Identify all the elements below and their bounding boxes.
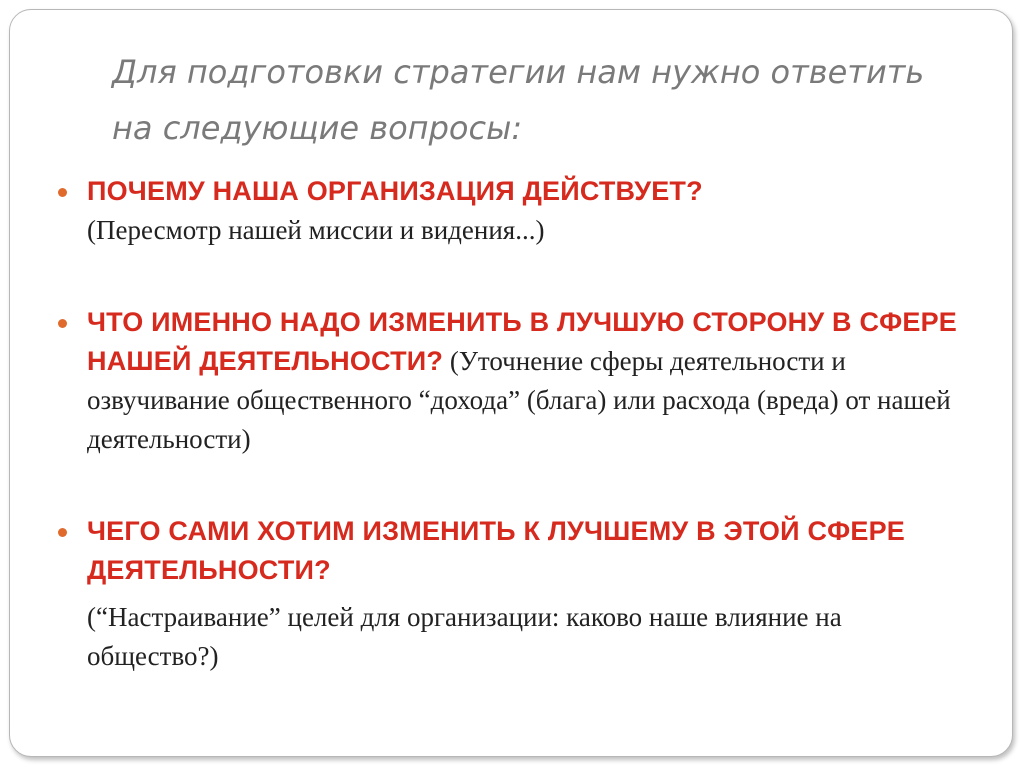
detail-1: (Пересмотр нашей миссии и видения...): [87, 215, 545, 245]
question-2: ЧТО ИМЕННО НАДО ИЗМЕНИТЬ В ЛУЧШУЮ СТОРОНУ В СФЕРЕ НАШЕЙ ДЕЯТЕЛЬНОСТИ?: [87, 307, 958, 376]
slide-title: Для подготовки стратегии нам нужно ответить на следующие вопросы:: [112, 53, 925, 147]
question-3: ЧЕГО САМИ ХОТИМ ИЗМЕНИТЬ К ЛУЧШЕМУ В ЭТОЙ СФЕРЕ ДЕЯТЕЛЬНОСТИ?: [87, 516, 906, 585]
bullet-dot-icon: [58, 319, 67, 328]
detail-3: (“Настраивание” целей для организации: каково наше влияние на общество?): [87, 602, 842, 671]
bullet-list: [58, 172, 978, 676]
bullet-item-2: [58, 303, 978, 459]
detail-2: (Уточнение сферы деятельности и озвучивание общественного “дохода” (блага) или расхода (вреда) от нашей деятельности): [87, 346, 951, 454]
bullet-dot-icon: [58, 188, 67, 197]
bullet-item-1: [58, 172, 978, 250]
question-1: ПОЧЕМУ НАША ОРГАНИЗАЦИЯ ДЕЙСТВУЕТ?: [87, 176, 703, 206]
bullet-item-3: [58, 512, 978, 590]
bullet-dot-icon: [58, 528, 67, 537]
